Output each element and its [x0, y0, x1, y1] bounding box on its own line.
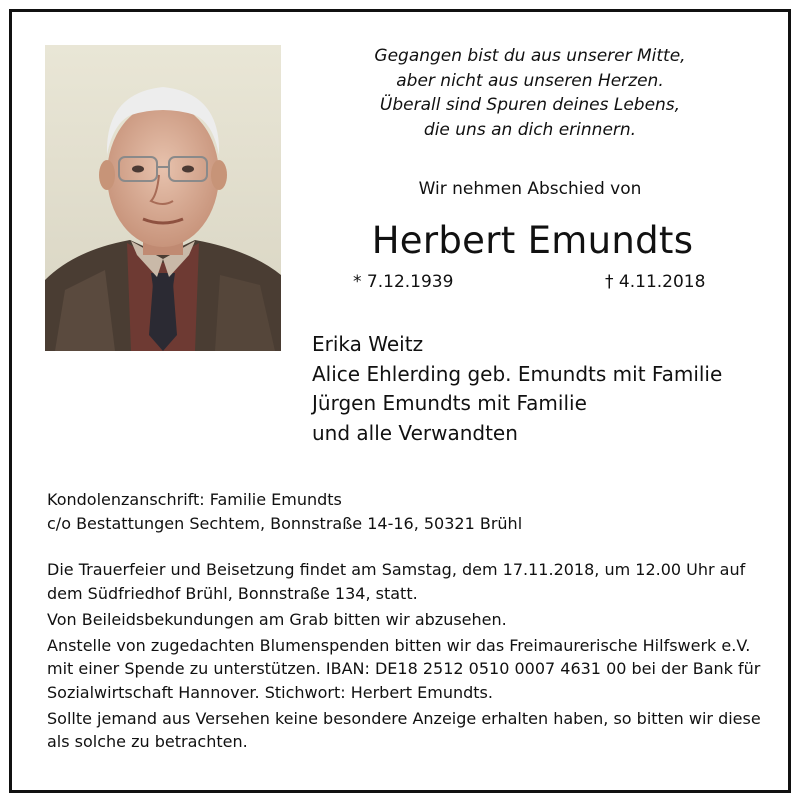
- address-line: Kondolenzanschrift: Familie Emundts: [47, 490, 342, 509]
- portrait-photo: [45, 45, 281, 351]
- condolence-request: [47, 608, 767, 632]
- apology-note: [47, 707, 767, 754]
- farewell-intro: Wir nehmen Abschied von: [418, 179, 642, 199]
- note-line: Anstelle von zugedachten Blumenspenden bitten wir das Freimaurerische Hilfswerk e.V.: [47, 635, 751, 655]
- note-line: mit einer Spende zu unterstützen. IBAN: DE18 2512 0510 0007 4631 00 bei der Bank für: [47, 659, 761, 678]
- funeral-info: [47, 558, 767, 605]
- mourner: und alle Verwandten: [312, 420, 518, 445]
- note-line: als solche zu betrachten.: [47, 732, 248, 751]
- memorial-poem: [310, 44, 750, 142]
- poem-line: aber nicht aus unseren Herzen.: [396, 70, 664, 91]
- note-line: Die Trauerfeier und Beisetzung findet am Samstag, dem 17.11.2018, um 12.00 Uhr auf: [47, 560, 746, 579]
- funeral-notes: [47, 558, 767, 756]
- condolence-address: [47, 488, 767, 536]
- address-line: c/o Bestattungen Sechtem, Bonnstraße 14-16, 50321 Brühl: [47, 514, 523, 533]
- mourners-list: [312, 330, 782, 448]
- note-line: Sozialwirtschaft Hannover. Stichwort: Herbert Emundts.: [47, 682, 493, 702]
- note-line: Von Beileidsbekundungen am Grab bitten wir abzusehen.: [47, 609, 507, 629]
- deceased-name: Herbert Emundts: [371, 219, 694, 262]
- birth-date: * 7.12.1939: [353, 272, 454, 292]
- death-date: † 4.11.2018: [605, 272, 706, 292]
- donation-request: [47, 634, 767, 705]
- mourner: Erika Weitz: [312, 332, 424, 356]
- poem-line: Überall sind Spuren deines Lebens,: [379, 95, 681, 115]
- mourner: Alice Ehlerding geb. Emundts mit Familie: [312, 361, 723, 386]
- poem-line: die uns an dich erinnern.: [423, 119, 637, 140]
- poem-line: Gegangen bist du aus unserer Mitte,: [374, 46, 686, 66]
- note-line: dem Südfriedhof Brühl, Bonnstraße 134, statt.: [47, 583, 418, 603]
- note-line: Sollte jemand aus Versehen keine besondere Anzeige erhalten haben, so bitten wir diese: [47, 708, 761, 728]
- mourner: Jürgen Emundts mit Familie: [312, 391, 587, 415]
